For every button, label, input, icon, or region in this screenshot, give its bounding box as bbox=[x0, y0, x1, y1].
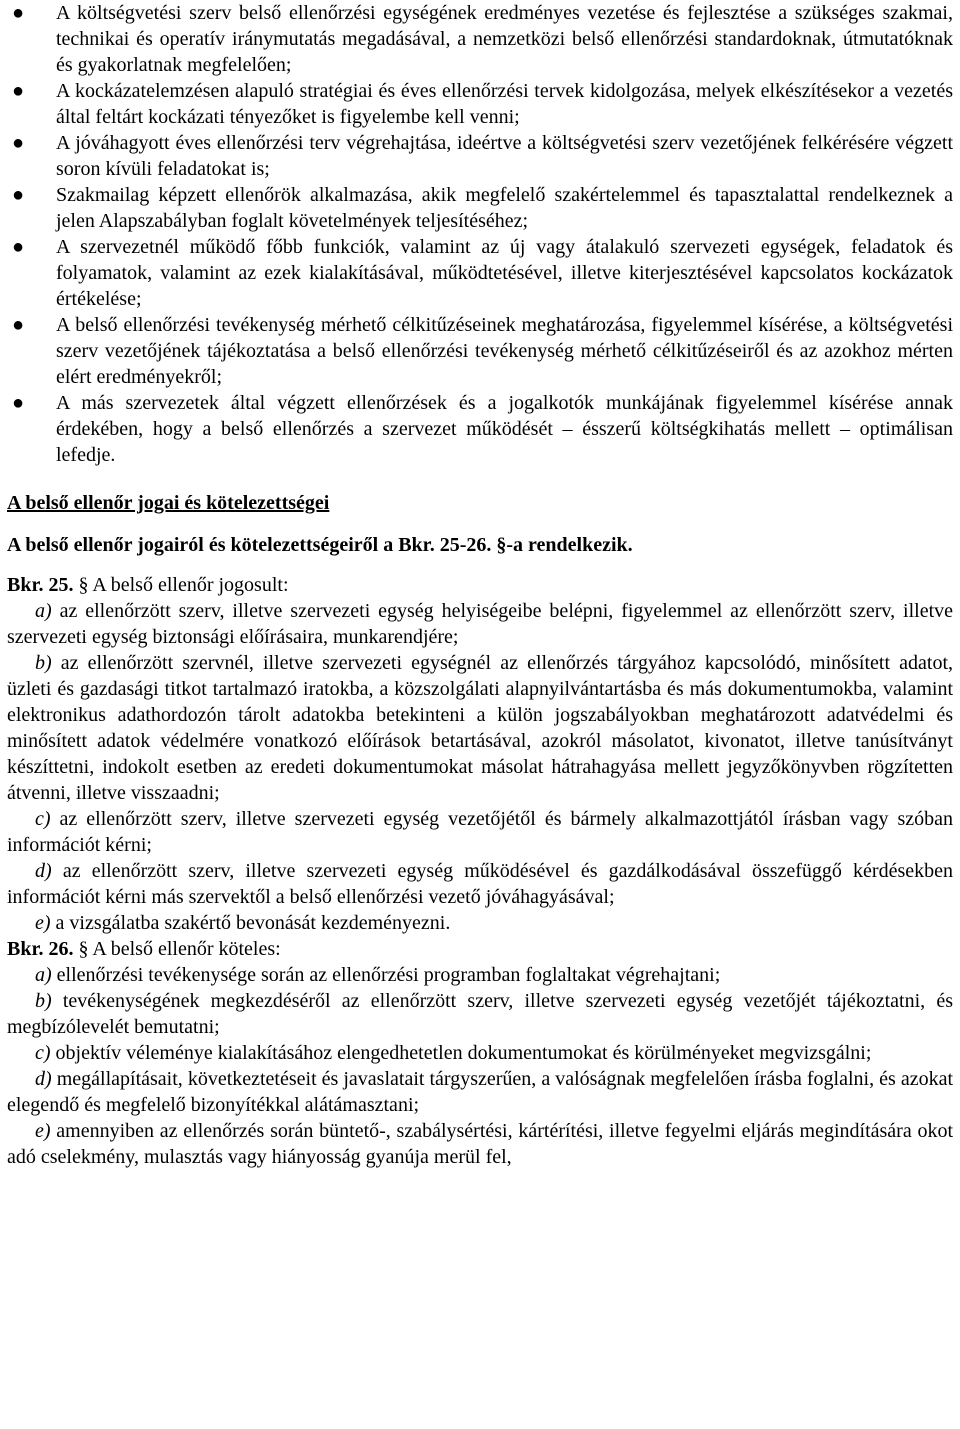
item-letter: d) bbox=[35, 1068, 52, 1090]
item-text: objektív véleménye kialakításához elengedhetetlen dokumentumokat és körülményeket megvizsgálni; bbox=[55, 1042, 872, 1064]
item-text: megállapításait, következtetéseit és javaslatait tárgyszerűen, a valóságnak megfelelően írásba foglalni, és azokat elegendő és megfelelő bizonyítékkal alátámasztani; bbox=[7, 1068, 954, 1116]
bullet-icon: ● bbox=[12, 132, 25, 154]
bullet-text: A belső ellenőrzési tevékenység mérhető célkitűzéseinek meghatározása, figyelemmel kísérése, a költségvetési szerv vezetőjének tájékoztatása a belső ellenőrzési tevékenység mérhető célkitűzéseiről és az azokhoz mérten elért eredményekről; bbox=[56, 314, 953, 388]
bkr26-item-d bbox=[7, 1066, 953, 1118]
bullet-text: A jóváhagyott éves ellenőrzési terv végrehajtása, ideértve a költségvetési szerv vezetőjének felkérésére végzett soron kívüli feladatokat is; bbox=[56, 132, 953, 180]
list-item bbox=[7, 182, 953, 234]
item-letter: a) bbox=[35, 964, 52, 986]
bullet-text: A költségvetési szerv belső ellenőrzési egységének eredményes vezetése és fejlesztése a szükséges szakmai, technikai és operatív iránymutatás megadásával, a nemzetközi belső ellenőrzési standardoknak, útmutatóknak és gyakorlatnak megfelelően; bbox=[56, 2, 953, 76]
item-text: az ellenőrzött szerv, illetve szervezeti egység vezetőjétől és bármely alkalmazottjától írásban vagy szóban információt kérni; bbox=[7, 808, 954, 856]
bullet-icon: ● bbox=[12, 2, 25, 24]
bkr25-label: Bkr. 25. bbox=[7, 574, 74, 596]
bullet-icon: ● bbox=[12, 184, 25, 206]
bkr26-item-e bbox=[7, 1118, 953, 1170]
item-text: ellenőrzési tevékenysége során az ellenőrzési programban foglaltakat végrehajtani; bbox=[56, 964, 721, 986]
item-letter: b) bbox=[35, 652, 52, 674]
bkr25-item-a bbox=[7, 598, 953, 650]
bullet-icon: ● bbox=[12, 80, 25, 102]
item-text: az ellenőrzött szerv, illetve szervezeti egység helyiségeibe belépni, figyelemmel az ellenőrzött szerv, illetve szervezeti egység biztonsági előírásaira, munkarendjére; bbox=[7, 600, 954, 648]
bullet-list bbox=[7, 0, 953, 468]
bkr25-item-d bbox=[7, 858, 953, 910]
bkr25-header bbox=[7, 572, 953, 598]
bkr26-item-a bbox=[7, 962, 953, 988]
list-item bbox=[7, 78, 953, 130]
list-item bbox=[7, 312, 953, 390]
bkr26-lead: § A belső ellenőr köteles: bbox=[78, 938, 281, 960]
item-text: az ellenőrzött szervnél, illetve szervezeti egységnél az ellenőrzés tárgyához kapcsolódó, minősített adatot, üzleti és gazdasági titkot tartalmazó iratokba, a közszolgálati alapnyilvántartásba és más dokumentumokba, valamint elektronikus adathordozón tárolt adatokba betekinteni a külön jogszabályokban meghatározott adatvédelmi és minősített adatok védelmére vonatkozó előírások betartásával, azokról másolatot, kivonatot, illetve tanúsítványt készíttetni, indokolt esetben az eredeti dokumentumokat másolat hátrahagyása mellett jegyzőkönyvben rögzítetten átvenni, illetve visszaadni; bbox=[7, 652, 954, 804]
item-letter: c) bbox=[35, 1042, 51, 1064]
bkr25-lead: § A belső ellenőr jogosult: bbox=[78, 574, 289, 596]
bkr26-label: Bkr. 26. bbox=[7, 938, 74, 960]
bullet-icon: ● bbox=[12, 314, 25, 336]
item-letter: e) bbox=[35, 912, 51, 934]
bullet-icon: ● bbox=[12, 236, 25, 258]
list-item bbox=[7, 130, 953, 182]
item-letter: a) bbox=[35, 600, 52, 622]
item-letter: c) bbox=[35, 808, 51, 830]
item-text: az ellenőrzött szerv, illetve szervezeti egység működésével és gazdálkodásával összefüggő kérdésekben információt kérni más szervektől a belső ellenőrzési vezető jóváhagyásával; bbox=[7, 860, 954, 908]
bkr26-header bbox=[7, 936, 953, 962]
bkr25-item-c bbox=[7, 806, 953, 858]
bullet-text: A kockázatelemzésen alapuló stratégiai és éves ellenőrzési tervek kidolgozása, melyek elkészítésekor a vezetés által feltárt kockázati tényezőket is figyelembe kell venni; bbox=[56, 80, 953, 128]
bkr26-item-b bbox=[7, 988, 953, 1040]
item-text: a vizsgálatba szakértő bevonását kezdeményezni. bbox=[55, 912, 451, 934]
item-text: amennyiben az ellenőrzés során büntető-, szabálysértési, kártérítési, illetve fegyelmi eljárás megindítására okot adó cselekmény, mulasztás vagy hiányosság gyanúja merül fel, bbox=[7, 1120, 954, 1168]
bkr25-item-b bbox=[7, 650, 953, 806]
item-letter: b) bbox=[35, 990, 52, 1012]
item-letter: d) bbox=[35, 860, 52, 882]
item-text: tevékenységének megkezdéséről az ellenőrzött szerv, illetve szervezeti egység vezetőjét tájékoztatni, és megbízólevelét bemutatni; bbox=[7, 990, 953, 1038]
bkr25-item-e bbox=[7, 910, 953, 936]
bkr26-item-c bbox=[7, 1040, 953, 1066]
list-item bbox=[7, 390, 953, 468]
bullet-icon: ● bbox=[12, 392, 25, 414]
section-intro: A belső ellenőr jogairól és kötelezettségeiről a Bkr. 25-26. §-a rendelkezik. bbox=[7, 534, 633, 556]
list-item bbox=[7, 0, 953, 78]
bullet-text: A más szervezetek által végzett ellenőrzések és a jogalkotók munkájának figyelemmel kísérése annak érdekében, hogy a belső ellenőrzés a szervezet működését – ésszerű költségkihatás mellett – optimálisan lefedje. bbox=[56, 392, 953, 466]
section-heading: A belső ellenőr jogai és kötelezettségei bbox=[7, 492, 330, 514]
item-letter: e) bbox=[35, 1120, 51, 1142]
bullet-text: A szervezetnél működő főbb funkciók, valamint az új vagy átalakuló szervezeti egységek, feladatok és folyamatok, valamint az ezek kialakításával, működtetésével, illetve kiterjesztésével kapcsolatos kockázatok értékelése; bbox=[56, 236, 953, 310]
bullet-text: Szakmailag képzett ellenőrök alkalmazása, akik megfelelő szakértelemmel és tapasztalattal rendelkeznek a jelen Alapszabályban foglalt követelmények teljesítéséhez; bbox=[56, 184, 953, 232]
list-item bbox=[7, 234, 953, 312]
